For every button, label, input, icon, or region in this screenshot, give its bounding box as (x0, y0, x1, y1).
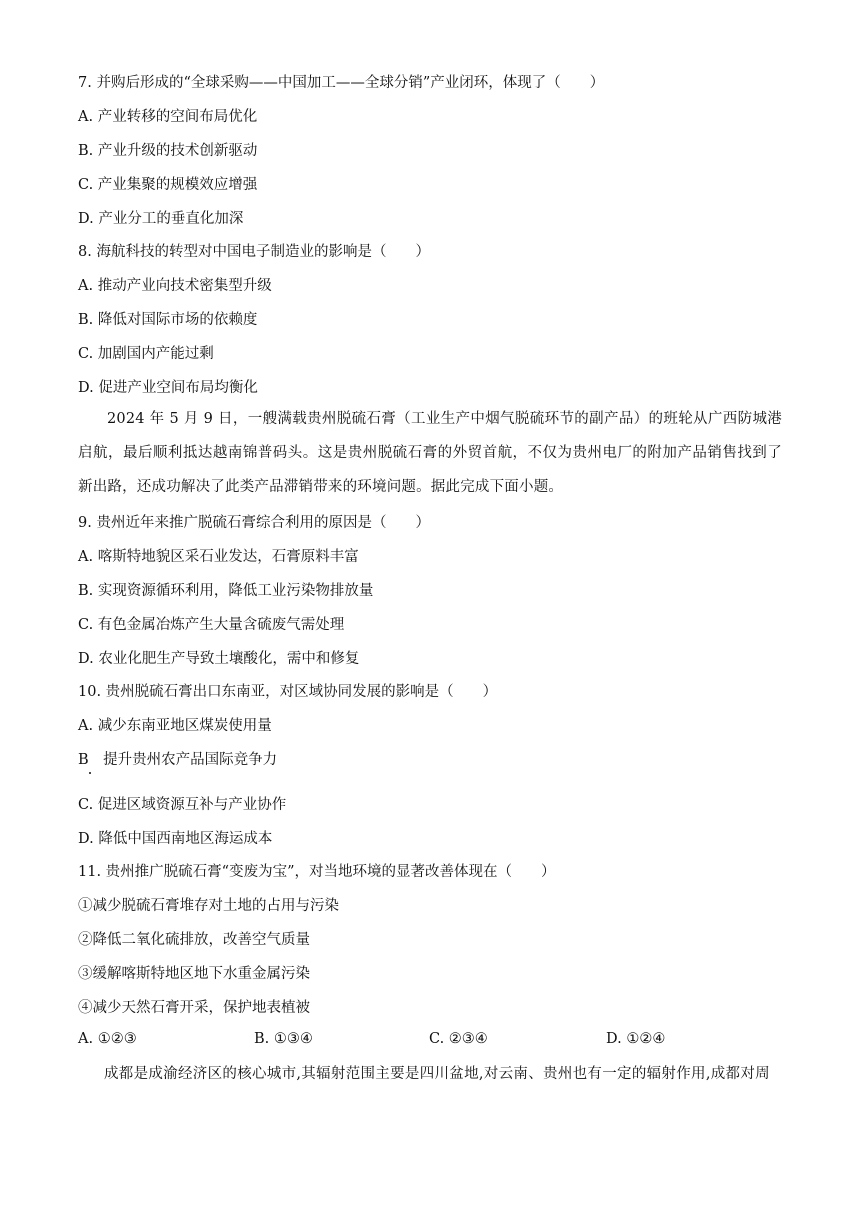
reading-passage (78, 402, 782, 504)
question-11-statement-3: ③缓解喀斯特地区地下水重金属污染 (78, 966, 310, 982)
question-10-stem: 10. 贵州脱硫石膏出口东南亚，对区域协同发展的影响是（ ） (78, 684, 498, 700)
question-7-stem: 7. 并购后形成的“全球采购——中国加工——全球分销”产业闭环，体现了（ ） (78, 75, 605, 91)
question-9-stem: 9. 贵州近年来推广脱硫石膏综合利用的原因是（ ） (78, 515, 430, 531)
question-9-option-d: D. 农业化肥生产导致土壤酸化，需中和修复 (78, 651, 360, 667)
question-11-statement-2: ②降低二氧化硫排放，改善空气质量 (78, 932, 310, 948)
stray-dot-mark (89, 772, 91, 774)
question-7-option-d: D. 产业分工的垂直化加深 (78, 211, 244, 227)
question-9-option-b: B. 实现资源循环利用，降低工业污染物排放量 (78, 583, 374, 599)
question-7-option-a: A. 产业转移的空间布局优化 (78, 109, 258, 125)
question-7-option-b: B. 产业升级的技术创新驱动 (78, 143, 258, 159)
question-11-option-a: A. ①②③ (78, 1031, 137, 1047)
question-8-option-d: D. 促进产业空间布局均衡化 (78, 380, 258, 396)
question-11-stem: 11. 贵州推广脱硫石膏“变废为宝”，对当地环境的显著改善体现在（ ） (78, 864, 556, 880)
question-11-statement-4: ④减少天然石膏开采，保护地表植被 (78, 1000, 310, 1016)
next-passage-start: 成都是成渝经济区的核心城市,其辐射范围主要是四川盆地,对云南、贵州也有一定的辐射作用,成都对周 (104, 1066, 770, 1082)
question-10-option-d: D. 降低中国西南地区海运成本 (78, 831, 273, 847)
question-11-statement-1: ①减少脱硫石膏堆存对土地的占用与污染 (78, 898, 339, 914)
question-9-option-c: C. 有色金属冶炼产生大量含硫废气需处理 (78, 617, 345, 633)
question-10-option-a: A. 减少东南亚地区煤炭使用量 (78, 718, 272, 734)
question-8-option-c: C. 加剧国内产能过剩 (78, 346, 214, 362)
question-11-option-c: C. ②③④ (429, 1031, 488, 1047)
question-11-option-d: D. ①②④ (606, 1031, 666, 1047)
question-10-option-b: B 提升贵州农产品国际竞争力 (78, 752, 278, 768)
question-7-option-c: C. 产业集聚的规模效应增强 (78, 177, 258, 193)
question-9-option-a: A. 喀斯特地貌区采石业发达，石膏原料丰富 (78, 549, 359, 565)
reading-passage-text: 2024 年 5 月 9 日，一艘满载贵州脱硫石膏（工业生产中烟气脱硫环节的副产品）的班轮从广西防城港启航，最后顺利抵达越南锦普码头。这是贵州脱硫石膏的外贸首航，不仅为贵州电厂的附加产品销售找到了新出路，还成功解决了此类产品滞销带来的环境问题。据此完成下面小题。 (78, 411, 782, 495)
question-8-stem: 8. 海航科技的转型对中国电子制造业的影响是（ ） (78, 244, 430, 260)
question-11-options (78, 1029, 778, 1049)
question-8-option-b: B. 降低对国际市场的依赖度 (78, 312, 258, 328)
question-8-option-a: A. 推动产业向技术密集型升级 (78, 278, 272, 294)
question-10-option-c: C. 促进区域资源互补与产业协作 (78, 797, 287, 813)
question-11-option-b: B. ①③④ (254, 1031, 313, 1047)
